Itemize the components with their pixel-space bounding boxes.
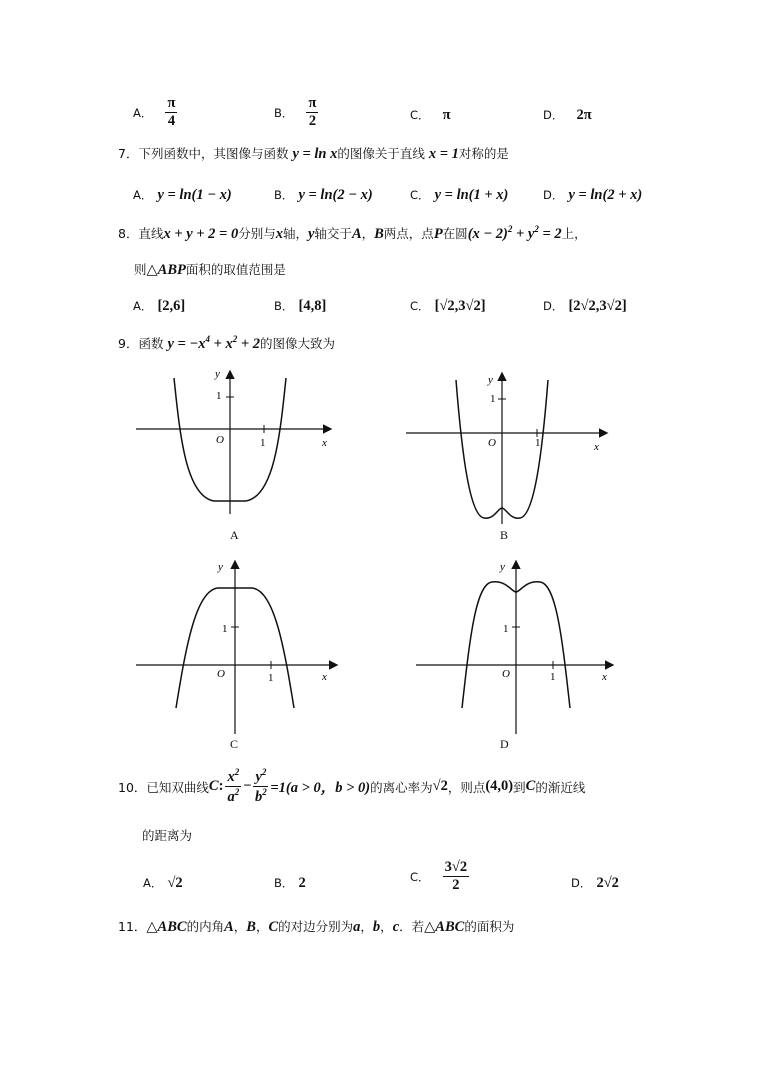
option-value: 2π (576, 107, 592, 123)
origin-label: O (488, 437, 496, 449)
math-expression: (4,0) (485, 778, 514, 795)
math-part: b (255, 788, 263, 805)
origin-label: O (216, 434, 224, 446)
math-part: x (227, 768, 235, 785)
option-label: B． (274, 188, 294, 202)
math-expression: △ABC (424, 919, 465, 935)
math-variable: B (246, 919, 256, 935)
graph-c (134, 556, 344, 740)
q7-option-b (274, 184, 373, 204)
q8-option-d (543, 295, 627, 315)
q10-question-line2: 的距离为 (142, 828, 193, 843)
math-variable: y (307, 226, 315, 242)
math-exponent: 4 (205, 334, 210, 345)
q8-option-a (133, 295, 185, 315)
math-exponent: 2 (262, 787, 267, 798)
option-value: π (442, 107, 451, 123)
question-text: 的渐近线 (535, 779, 586, 795)
tick-label-x: 1 (535, 437, 541, 449)
graph-a-caption: A (230, 528, 239, 542)
fraction-denominator (255, 787, 267, 805)
option-value: [2,6] (157, 298, 186, 314)
tick-label-x: 1 (550, 671, 556, 683)
math-part: y = −x (167, 336, 206, 352)
function-expression (167, 336, 260, 352)
math-expression: √2 (432, 778, 448, 795)
math-variable: C (208, 778, 219, 795)
q7-question (118, 144, 509, 163)
q11-question (118, 917, 514, 936)
math-variable: C (268, 919, 279, 935)
math-variable: A (224, 919, 234, 935)
option-label: B． (274, 299, 294, 313)
option-fraction (165, 96, 177, 129)
option-value: y = ln(2 + x) (568, 187, 643, 203)
option-value: √2 (167, 875, 183, 891)
math-variable: b (372, 919, 381, 935)
question-text: 的面积为 (464, 919, 515, 934)
q6-option-b (274, 96, 318, 129)
x-label: x (602, 671, 607, 683)
math-part: + 2 (237, 336, 260, 352)
x-label: x (322, 437, 327, 449)
q10-question (118, 768, 585, 805)
question-text: 到 (513, 779, 526, 795)
math-expression: x + y + 2 = 0 (163, 226, 239, 242)
question-number: 11． (118, 919, 147, 934)
option-label: D． (543, 108, 564, 122)
question-text: ，则点 (447, 779, 486, 795)
question-text: 轴， (282, 226, 308, 241)
q8-question (118, 224, 587, 243)
graph-b (404, 366, 614, 530)
graph-d-plot (414, 556, 624, 736)
graph-a-plot (134, 366, 334, 516)
q8-option-b (274, 295, 326, 315)
math-operator: − (243, 778, 252, 795)
q6-option-d (543, 104, 592, 124)
math-exponent: 2 (507, 224, 513, 235)
question-number: 9． (118, 336, 139, 351)
question-text: 分别与 (238, 226, 276, 241)
fraction-numerator: 3√2 (443, 860, 469, 877)
q7-option-a (133, 184, 232, 204)
question-text: 的内角 (186, 919, 225, 934)
math-variable: B (374, 226, 384, 242)
option-label: C． (410, 188, 430, 202)
question-number: 8． (118, 226, 139, 241)
question-number: 7． (118, 146, 139, 161)
option-value: 2√2 (596, 875, 619, 891)
math-variable: x (275, 226, 283, 242)
math-expression: △ABP (146, 262, 186, 278)
question-text: 上， (561, 226, 587, 241)
question-text: 轴交于 (314, 226, 352, 241)
tick-label-y: 1 (222, 623, 228, 635)
option-label: D． (543, 188, 564, 202)
option-fraction (306, 96, 318, 129)
option-value: y = ln(2 − x) (298, 187, 373, 203)
math-exponent: 2 (261, 767, 267, 777)
punctuation: : (218, 778, 224, 795)
tick-label-y: 1 (490, 393, 496, 405)
option-value: y = ln(1 − x) (157, 187, 232, 203)
option-value: [4,8] (298, 298, 327, 314)
tick-label-x: 1 (268, 672, 274, 684)
option-label: A． (133, 188, 153, 202)
q10-option-d (571, 872, 619, 892)
math-part: = 2 (538, 226, 562, 242)
math-exponent: 2 (232, 334, 238, 345)
fraction-denominator: 4 (167, 113, 176, 130)
option-label: C． (410, 108, 430, 122)
question-text: 则 (134, 262, 147, 277)
y-label: y (218, 561, 223, 573)
q9-question (118, 334, 335, 353)
q6-option-c (410, 104, 451, 124)
option-value: 2 (298, 875, 306, 891)
question-text: 的离心率为 (370, 779, 433, 795)
x-label: x (594, 441, 599, 453)
option-label: B． (274, 876, 294, 890)
option-label: A． (133, 299, 153, 313)
q10-option-c (410, 860, 469, 893)
fraction-numerator: π (165, 96, 177, 113)
y-label: y (215, 368, 220, 380)
question-text: 面积的取值范围是 (185, 262, 286, 277)
option-label: A． (143, 876, 163, 890)
graph-d (414, 556, 624, 740)
option-label: C． (410, 870, 430, 885)
option-value: [2√2,3√2] (568, 298, 627, 314)
option-label: B． (274, 106, 294, 121)
math-variable: P (433, 226, 443, 242)
question-text: 的对边分别为 (278, 919, 354, 934)
question-text: 下列函数中，其图像与函数 (138, 146, 289, 161)
tick-label-y: 1 (216, 390, 222, 402)
math-variable: c (392, 919, 400, 935)
punctuation: ， (360, 919, 373, 934)
math-part: (x − 2) (467, 226, 508, 242)
graph-b-plot (404, 366, 614, 526)
question-text: 对称的是 (458, 146, 509, 161)
fraction-numerator: π (306, 96, 318, 113)
graph-c-plot (134, 556, 344, 736)
punctuation: ， (361, 226, 375, 241)
option-value: y = ln(1 + x) (434, 187, 509, 203)
option-label: D． (543, 299, 564, 313)
graph-a (134, 366, 334, 520)
math-exponent: 2 (234, 787, 240, 798)
question-text: 已知双曲线 (146, 779, 209, 795)
punctuation: ， (380, 919, 393, 934)
graph-b-caption: B (500, 528, 509, 542)
origin-label: O (502, 668, 510, 680)
math-exponent: 2 (534, 224, 539, 235)
math-expression: △ABC (146, 919, 187, 935)
q7-option-d (543, 184, 642, 204)
question-text: 在圆 (442, 226, 468, 241)
q10-option-b (274, 872, 306, 892)
math-variable: A (351, 226, 362, 242)
option-label: C． (410, 299, 430, 313)
y-label: y (500, 561, 505, 573)
question-text: 函数 (138, 336, 164, 351)
math-expression: y = ln x (292, 146, 338, 162)
option-value: [√2,3√2] (434, 298, 486, 314)
x-label: x (322, 671, 327, 683)
math-expression: x = 1 (428, 146, 459, 162)
tick-label-x: 1 (260, 437, 266, 449)
option-label: A． (133, 106, 153, 121)
q10-option-a (143, 872, 183, 892)
tick-label-y: 1 (503, 623, 509, 635)
q7-option-c (410, 184, 508, 204)
q6-option-a (133, 96, 177, 129)
question-text: 的图像大致为 (259, 336, 335, 351)
punctuation: ， (255, 919, 269, 934)
fraction-denominator: 2 (452, 877, 460, 894)
option-label: D． (571, 876, 592, 890)
q8-option-c (410, 295, 486, 315)
graph-c-caption: C (230, 737, 239, 751)
math-variable: a (353, 919, 361, 935)
math-part: y (255, 768, 262, 785)
math-part: + x (209, 336, 233, 352)
question-text: 直线 (138, 226, 164, 241)
math-part: + y (512, 226, 535, 242)
math-exponent: 2 (234, 767, 240, 777)
y-label: y (488, 374, 493, 386)
math-expression: =1(a > 0，b > 0) (270, 780, 371, 797)
option-fraction (443, 860, 469, 893)
question-text: 的图像关于直线 (337, 146, 425, 161)
question-number: 10． (118, 779, 147, 795)
fraction (253, 768, 268, 805)
punctuation: ， (233, 919, 247, 934)
question-text: 两点，点 (383, 226, 434, 241)
q8-question-line2 (134, 260, 286, 279)
fraction-numerator (253, 768, 268, 787)
graph-d-caption: D (500, 737, 509, 751)
origin-label: O (217, 668, 225, 680)
math-variable: C (525, 778, 536, 795)
question-text: ．若 (399, 919, 425, 934)
math-part: a (227, 788, 235, 805)
fraction-numerator (225, 768, 241, 787)
circle-equation (468, 226, 562, 242)
fraction-denominator: 2 (308, 113, 317, 130)
fraction (225, 768, 241, 805)
fraction-denominator (227, 787, 239, 805)
